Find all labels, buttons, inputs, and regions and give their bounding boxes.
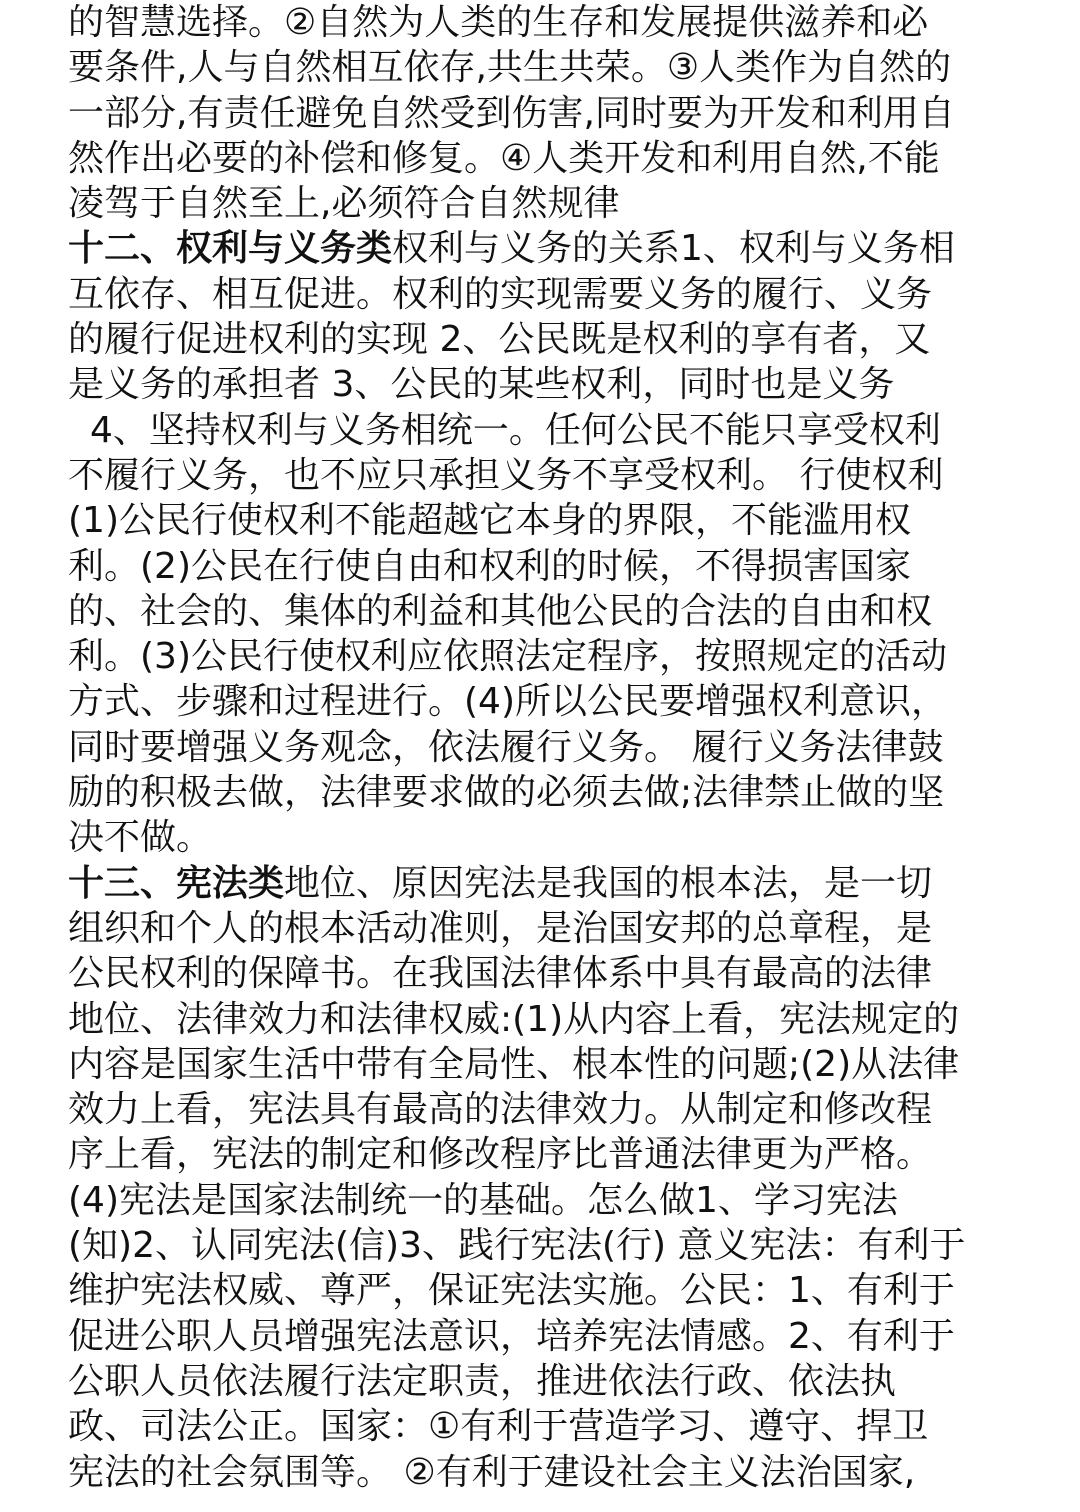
section-13-first-line xyxy=(68,861,1018,906)
text-line: 序上看，宪法的制定和修改程序比普通法律更为严格。 xyxy=(68,1134,933,1176)
text-line: 决不做。 xyxy=(68,817,213,859)
text-line: 公民权利的保障书。在我国法律体系中具有最高的法律 xyxy=(68,953,933,995)
text-line: 利。(2)公民在行使自由和权利的时候，不得损害国家 xyxy=(68,545,911,587)
text-line: (4)宪法是国家法制统一的基础。怎么做1、学习宪法 xyxy=(68,1179,898,1221)
text-line: 是义务的承担者 3、公民的某些权利，同时也是义务 xyxy=(68,364,895,406)
text-line: 互依存、相互促进。权利的实现需要义务的履行、义务 xyxy=(68,273,933,315)
text-line: (1)公民行使权利不能超越它本身的界限，不能滥用权 xyxy=(68,500,911,542)
text-line: 政、司法公正。国家：①有利于营造学习、遵守、捍卫 xyxy=(68,1406,929,1448)
text-line: (知)2、认同宪法(信)3、践行宪法(行) 意义宪法：有利于 xyxy=(68,1225,966,1267)
section-12-heading: 十二、权利与义务类 xyxy=(68,228,393,270)
text-line: 地位、法律效力和法律权威:(1)从内容上看，宪法规定的 xyxy=(68,998,960,1040)
text-line: 组织和个人的根本活动准则，是治国安邦的总章程，是 xyxy=(68,907,933,949)
section-13-intro: 地位、原因宪法是我国的根本法，是一切 xyxy=(284,862,933,904)
text-line: 维护宪法权威、尊严，保证宪法实施。公民：1、有利于 xyxy=(68,1270,955,1312)
text-line: 4、坚持权利与义务相统一。任何公民不能只享受权利 xyxy=(90,409,941,451)
text-line: 励的积极去做，法律要求做的必须去做;法律禁止做的坚 xyxy=(68,772,945,814)
text-line: 促进公职人员增强宪法意识，培养宪法情感。2、有利于 xyxy=(68,1315,955,1357)
text-line: 方式、步骤和过程进行。(4)所以公民要增强权利意识， xyxy=(68,681,947,723)
section-12-first-line xyxy=(68,226,1018,271)
text-line: 不履行义务，也不应只承担义务不享受权利。 行使权利 xyxy=(68,454,944,496)
text-line: 的、社会的、集体的利益和其他公民的合法的自由和权 xyxy=(68,590,933,632)
text-line: 效力上看，宪法具有最高的法律效力。从制定和修改程 xyxy=(68,1089,933,1131)
text-line: 同时要增强义务观念，依法履行义务。 履行义务法律鼓 xyxy=(68,726,944,768)
text-line: 公职人员依法履行法定职责，推进依法行政、依法执 xyxy=(68,1360,897,1402)
text-line: 凌驾于自然至上,必须符合自然规律 xyxy=(68,183,620,225)
text-line: 宪法的社会氛围等。 ②有利于建设社会主义法治国家, xyxy=(68,1451,916,1493)
text-line: 一部分,有责任避免自然受到伤害,同时要为开发和利用自 xyxy=(68,92,955,134)
text-line: 的智慧选择。②自然为人类的生存和发展提供滋养和必 xyxy=(68,2,929,43)
text-line: 然作出必要的补偿和修复。④人类开发和利用自然,不能 xyxy=(68,137,940,179)
text-line: 内容是国家生活中带有全局性、根本性的问题;(2)从法律 xyxy=(68,1043,960,1085)
text-line: 要条件,人与自然相互依存,共生共荣。③人类作为自然的 xyxy=(68,47,952,89)
section-13-heading: 十三、宪法类 xyxy=(68,862,285,904)
document-page xyxy=(68,0,1018,1495)
text-line: 的履行促进权利的实现 2、公民既是权利的享有者，又 xyxy=(68,319,931,361)
text-line: 利。(3)公民行使权利应依照法定程序，按照规定的活动 xyxy=(68,636,947,678)
section-12-intro: 权利与义务的关系1、权利与义务相 xyxy=(392,228,955,270)
